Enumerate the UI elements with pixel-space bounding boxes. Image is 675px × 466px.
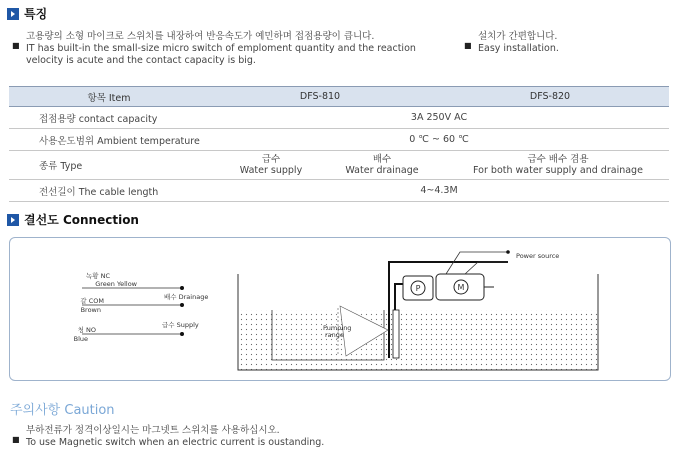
wire3-ko: 청 NO — [77, 326, 96, 334]
type1-en: Water supply — [239, 165, 303, 176]
type-water-drainage — [333, 151, 431, 180]
type-both — [431, 151, 669, 180]
power-terminal — [506, 250, 510, 254]
pumping-label: Pumping — [323, 324, 352, 332]
feature-left — [26, 31, 456, 67]
wire1-terminal — [180, 286, 184, 290]
section-arrow-icon — [7, 214, 19, 226]
row-value: 4~4.3M — [209, 180, 669, 202]
power-source-label: Power source — [516, 252, 560, 260]
connection-title: 결선도 Connection — [24, 213, 139, 227]
header-item: 항목 Item — [9, 87, 209, 107]
table-row — [9, 180, 669, 202]
feature-left-en2: velocity is acute and the contact capacity is big. — [26, 55, 256, 66]
type1-ko: 급수 — [261, 154, 281, 165]
row-label: 접점용량 contact capacity — [9, 107, 209, 129]
feature-bullet-left — [12, 33, 20, 52]
wire2-ko: 갈 COM — [80, 297, 104, 305]
wire1-en: Green Yellow — [95, 280, 137, 288]
spec-table — [9, 86, 669, 202]
range-label: range — [325, 331, 344, 339]
type3-en: For both water supply and drainage — [473, 165, 643, 176]
caution-ko: 부하전류가 정격이상일시는 마그넷트 스위치를 사용하십시오. — [26, 425, 280, 436]
row-label: 종류 Type — [9, 151, 209, 180]
type2-en: Water drainage — [345, 165, 419, 176]
spec-header-row — [9, 87, 669, 107]
feature-right — [478, 31, 668, 55]
feature-left-en1: IT has built-in the small-size micro switch of emploment quantity and the reaction — [26, 43, 416, 54]
section-arrow-icon — [7, 8, 19, 20]
square-bullet-icon: ■ — [12, 41, 20, 50]
wire2-en: Brown — [80, 306, 101, 314]
caution-title: 주의사항 Caution — [10, 403, 115, 418]
row-label: 전선길이 The cable length — [9, 180, 209, 202]
type3-ko: 급수 배수 겸용 — [527, 154, 589, 165]
caution-bullet — [12, 427, 20, 446]
feature-bullet-right — [464, 33, 472, 52]
table-row — [9, 151, 669, 180]
wire2-terminal — [180, 303, 184, 307]
pump-label: P — [415, 284, 421, 293]
feature-left-ko: 고용량의 소형 마이크로 스위치를 내장하여 반응속도가 예민하며 접점용량이 큽니다. — [26, 31, 375, 42]
row-label: 사용온도범위 Ambient temperature — [9, 129, 209, 151]
header-dfs-820: DFS-820 — [431, 87, 669, 107]
connection-header — [7, 211, 139, 228]
feature-right-en: Easy installation. — [478, 43, 559, 54]
wire3-en: Blue — [73, 335, 88, 343]
motor-label: M — [457, 283, 465, 292]
connection-diagram — [9, 237, 671, 381]
header-dfs-810: DFS-810 — [209, 87, 431, 107]
features-header — [7, 5, 47, 22]
row-value: 0 ℃ ~ 60 ℃ — [209, 129, 669, 151]
wire1-ko: 녹황 NC — [85, 272, 110, 280]
drainage-label: 배수 Drainage — [164, 293, 209, 301]
wiring-diagram — [10, 238, 670, 380]
power-wire-2 — [465, 262, 508, 274]
table-row — [9, 129, 669, 151]
type-water-supply — [209, 151, 333, 180]
pipe-body — [393, 310, 399, 358]
wire3-terminal — [180, 332, 184, 336]
caution-text — [26, 425, 626, 449]
type2-ko: 배수 — [372, 154, 392, 165]
square-bullet-icon: ■ — [12, 435, 20, 444]
row-value: 3A 250V AC — [209, 107, 669, 129]
square-bullet-icon: ■ — [464, 41, 472, 50]
supply-label: 급수 Supply — [162, 321, 199, 329]
features-title: 특징 — [24, 7, 48, 21]
caution-en: To use Magnetic switch when an electric current is oustanding. — [26, 437, 325, 448]
feature-right-ko: 설치가 간편합니다. — [478, 31, 558, 42]
table-row — [9, 107, 669, 129]
